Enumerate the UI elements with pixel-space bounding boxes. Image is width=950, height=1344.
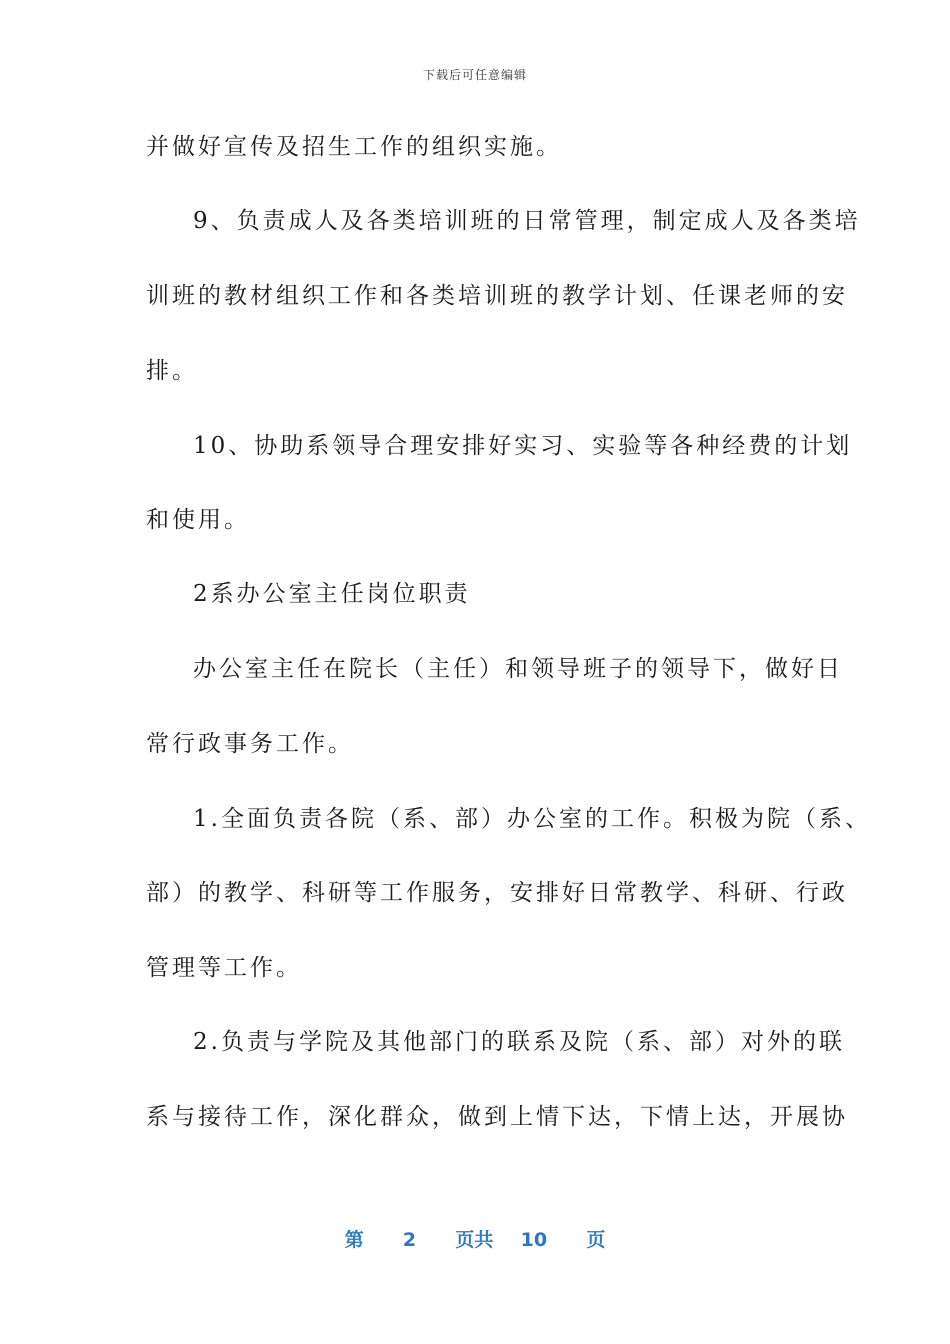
page-header-note: 下载后可任意编辑: [422, 68, 527, 82]
text-line: 管理等工作。: [146, 955, 302, 981]
section-heading: 2系办公室主任岗位职责: [193, 581, 471, 607]
footer-prefix: 第: [344, 1229, 364, 1251]
text-line: 1.全面负责各院（系、部）办公室的工作。积极为院（系、: [193, 806, 871, 832]
footer-middle: 页共: [455, 1229, 494, 1251]
footer-suffix: 页: [586, 1229, 606, 1251]
text-line: 办公室主任在院长（主任）和领导班子的领导下，做好日: [193, 656, 843, 682]
text-line: 10、协助系领导合理安排好实习、实验等各种经费的计划: [193, 433, 853, 459]
text-line: 系与接待工作，深化群众，做到上情下达，下情上达，开展协: [146, 1104, 848, 1130]
text-line: 排。: [146, 358, 198, 384]
footer-total-pages: 10: [520, 1229, 548, 1251]
page-number-footer: [0, 1225, 950, 1252]
text-line: 并做好宣传及招生工作的组织实施。: [146, 134, 562, 160]
text-line: 常行政事务工作。: [146, 731, 354, 757]
text-line: 和使用。: [146, 507, 250, 533]
text-line: 部）的教学、科研等工作服务，安排好日常教学、科研、行政: [146, 880, 848, 906]
text-line: 训班的教材组织工作和各类培训班的教学计划、任课老师的安: [146, 283, 848, 309]
footer-current-page: 2: [402, 1229, 417, 1251]
text-line: 2.负责与学院及其他部门的联系及院（系、部）对外的联: [193, 1029, 845, 1055]
text-line: 9、负责成人及各类培训班的日常管理，制定成人及各类培: [193, 208, 861, 234]
